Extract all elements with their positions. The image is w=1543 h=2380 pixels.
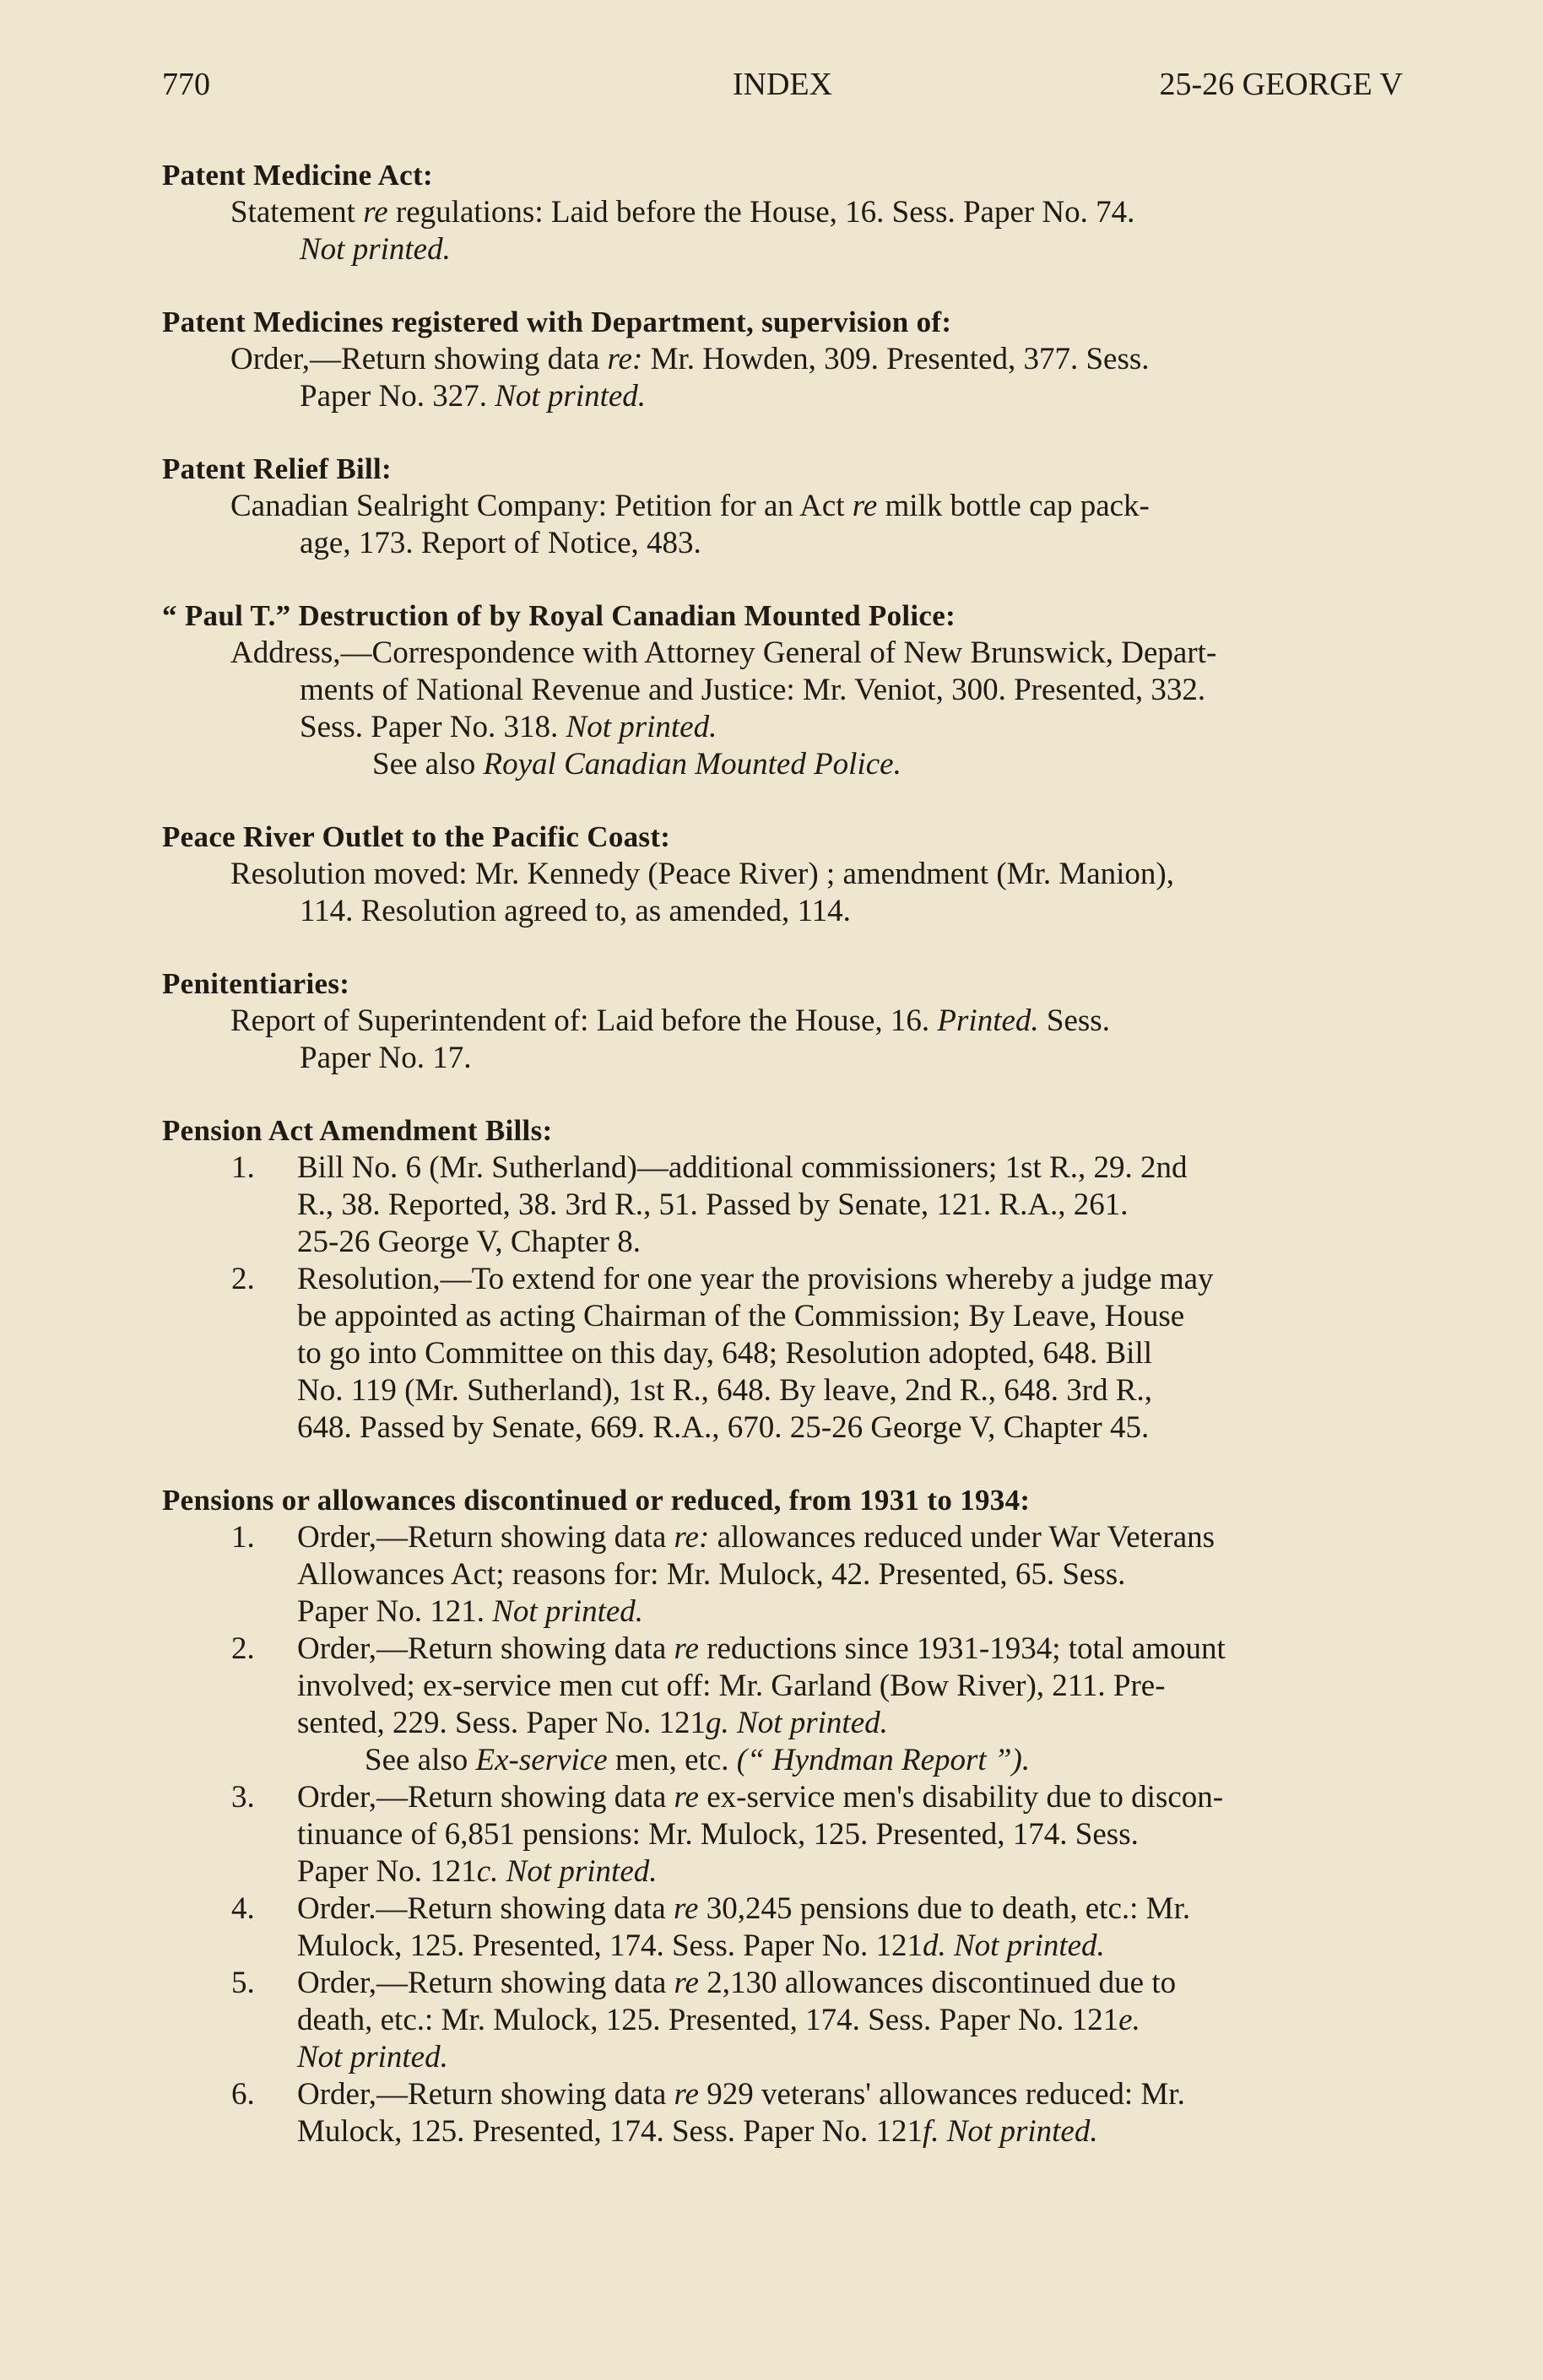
text-italic: Not printed.	[737, 1706, 888, 1740]
text: 2,130 allowances discontinued due to	[707, 1966, 1177, 2000]
text-italic: re	[674, 1631, 699, 1666]
item-number: 3.	[231, 1780, 255, 1815]
see-also-line	[230, 746, 1403, 783]
entry-line: Address,—Correspondence with Attorney General of New Brunswick, Depart-	[230, 636, 1217, 670]
item-line	[297, 2113, 1403, 2150]
entry-heading: “ Paul T.” Destruction of by Royal Canadian Mounted Police:	[162, 599, 956, 632]
item-line: be appointed as acting Chairman of the Commission; By Leave, House	[297, 1299, 1185, 1333]
index-entry	[162, 598, 1403, 783]
text: Order,—Return showing data	[297, 1520, 667, 1555]
text: Paper No. 121.	[297, 1594, 485, 1629]
index-entry	[162, 1482, 1403, 2150]
index-entry	[162, 157, 1403, 268]
entry-body	[162, 856, 1403, 930]
item-number: 1.	[231, 1150, 255, 1185]
text: Order,—Return showing data	[297, 1631, 667, 1666]
index-entry	[162, 1112, 1403, 1447]
text: death, etc.: Mr. Mulock, 125. Presented, 174. Sess. Paper No. 121	[297, 2003, 1119, 2037]
text: 929 veterans' allowances reduced: Mr.	[707, 2077, 1185, 2112]
item-line: 25-26 George V, Chapter 8.	[297, 1225, 641, 1259]
text: Sess. Paper No. 318.	[300, 710, 559, 744]
entry-heading: Patent Medicines registered with Department, supervision of:	[162, 306, 952, 338]
entry-line	[230, 378, 1403, 415]
numbered-item	[162, 2076, 1403, 2150]
text-italic: re	[852, 489, 878, 523]
text: Order.—Return showing data	[297, 1891, 666, 1926]
regnal-year: 25-26 GEORGE V	[1159, 67, 1403, 102]
see-also-line	[297, 1742, 1403, 1779]
text: See also	[365, 1743, 468, 1777]
item-line	[297, 1853, 1403, 1890]
index-entry	[162, 451, 1403, 562]
cross-reference: Royal Canadian Mounted Police.	[483, 747, 901, 782]
text: Order,—Return showing data	[230, 342, 600, 376]
numbered-item	[162, 1519, 1403, 1631]
cross-reference: Ex-service	[475, 1743, 608, 1777]
text-italic: Not printed.	[495, 379, 647, 414]
item-number: 1.	[231, 1520, 255, 1555]
item-line: No. 119 (Mr. Sutherland), 1st R., 648. By leave, 2nd R., 648. 3rd R.,	[297, 1373, 1152, 1408]
entry-line	[230, 194, 1403, 231]
page-title: INDEX	[732, 67, 833, 102]
text-italic: re:	[674, 1520, 710, 1555]
text-italic: d.	[922, 1928, 946, 1963]
text-italic: (“ Hyndman Report ”).	[736, 1743, 1031, 1777]
text: Order,—Return showing data	[297, 1780, 667, 1815]
text: Report of Superintendent of: Laid before the House, 16.	[230, 1003, 930, 1038]
item-line: Allowances Act; reasons for: Mr. Mulock, 42. Presented, 65. Sess.	[297, 1557, 1126, 1592]
text-italic: Not printed.	[297, 2040, 448, 2074]
text: men, etc.	[614, 1743, 729, 1777]
entry-line: age, 173. Report of Notice, 483.	[300, 526, 701, 560]
entry-line: ments of National Revenue and Justice: Mr. Veniot, 300. Presented, 332.	[300, 673, 1206, 707]
text-italic: Not printed.	[953, 1928, 1105, 1963]
numbered-item	[162, 1149, 1403, 1261]
item-line: 648. Passed by Senate, 669. R.A., 670. 25-26 George V, Chapter 45.	[297, 1410, 1150, 1445]
item-line	[297, 2002, 1403, 2039]
text: Mr. Howden, 309. Presented, 377. Sess.	[650, 342, 1150, 376]
entry-line: 114. Resolution agreed to, as amended, 114.	[300, 894, 851, 928]
text: See also	[372, 747, 476, 782]
entry-heading: Penitentiaries:	[162, 967, 350, 1000]
text-italic: f.	[922, 2114, 939, 2149]
text: Mulock, 125. Presented, 174. Sess. Paper No. 121	[297, 2114, 923, 2149]
item-line: tinuance of 6,851 pensions: Mr. Mulock, 125. Presented, 174. Sess.	[297, 1817, 1139, 1852]
item-line: involved; ex-service men cut off: Mr. Garland (Bow River), 211. Pre-	[297, 1669, 1166, 1703]
entry-body	[162, 488, 1403, 562]
text: 30,245 pensions due to death, etc.: Mr.	[706, 1891, 1191, 1926]
text-italic: Not printed.	[946, 2114, 1098, 2149]
page-number: 770	[162, 67, 210, 102]
text-italic: e.	[1118, 2003, 1140, 2037]
text: allowances reduced under War Veterans	[717, 1520, 1215, 1555]
index-content	[162, 157, 1403, 2186]
text: milk bottle cap pack-	[885, 489, 1150, 523]
text: Canadian Sealright Company: Petition for an Act	[230, 489, 845, 523]
entry-body	[162, 635, 1403, 783]
item-line	[297, 1705, 1403, 1742]
text: reductions since 1931-1934; total amount	[707, 1631, 1226, 1666]
item-line	[297, 2039, 1403, 2076]
numbered-item	[162, 1890, 1403, 1965]
item-line: Resolution,—To extend for one year the provisions whereby a judge may	[297, 1262, 1214, 1296]
numbered-item	[162, 1965, 1403, 2076]
text: Mulock, 125. Presented, 174. Sess. Paper No. 121	[297, 1928, 923, 1963]
entry-heading: Patent Medicine Act:	[162, 159, 433, 192]
entry-line	[230, 709, 1403, 746]
index-entry	[162, 966, 1403, 1077]
entry-body	[162, 341, 1403, 415]
item-number: 6.	[231, 2077, 255, 2112]
item-number: 4.	[231, 1891, 255, 1926]
numbered-item	[162, 1779, 1403, 1890]
item-line	[297, 1779, 1403, 1816]
text-italic: re	[674, 1966, 699, 2000]
text: Paper No. 121	[297, 1854, 477, 1889]
item-line: R., 38. Reported, 38. 3rd R., 51. Passed by Senate, 121. R.A., 261.	[297, 1187, 1129, 1222]
item-line	[297, 1593, 1403, 1631]
item-line	[297, 1928, 1403, 1965]
text: Order,—Return showing data	[297, 1966, 667, 2000]
entry-line	[230, 1003, 1403, 1040]
item-number: 2.	[231, 1262, 255, 1296]
index-entry	[162, 819, 1403, 930]
running-head	[162, 66, 1403, 105]
item-line	[297, 1631, 1403, 1668]
item-line	[297, 1890, 1403, 1928]
text-italic: Not printed.	[506, 1854, 658, 1889]
item-line	[297, 1965, 1403, 2002]
text-italic: re	[674, 1780, 699, 1815]
entry-line	[230, 341, 1403, 378]
numbered-item	[162, 1631, 1403, 1779]
text-italic: Not printed.	[566, 710, 717, 744]
text-italic: re	[674, 2077, 699, 2112]
text: Statement	[230, 195, 355, 230]
item-number: 5.	[231, 1966, 255, 2000]
item-line: to go into Committee on this day, 648; Resolution adopted, 648. Bill	[297, 1336, 1153, 1371]
entry-line: Paper No. 17.	[300, 1041, 472, 1075]
entry-line	[230, 231, 1403, 268]
entry-heading: Peace River Outlet to the Pacific Coast:	[162, 820, 671, 853]
text-italic: re:	[607, 342, 643, 376]
text-italic: c.	[476, 1854, 499, 1889]
entry-heading: Pension Act Amendment Bills:	[162, 1114, 553, 1147]
numbered-item	[162, 1261, 1403, 1447]
entry-heading: Patent Relief Bill:	[162, 452, 393, 485]
text-italic: g.	[706, 1706, 729, 1740]
text-italic: Not printed.	[300, 232, 451, 267]
text-italic: Not printed.	[492, 1594, 644, 1629]
text: Sess.	[1046, 1003, 1110, 1038]
item-number: 2.	[231, 1631, 255, 1666]
entry-line	[230, 488, 1403, 525]
text-italic: re	[673, 1891, 699, 1926]
entry-body	[162, 1003, 1403, 1077]
entry-body	[162, 194, 1403, 268]
entry-line: Resolution moved: Mr. Kennedy (Peace River) ; amendment (Mr. Manion),	[230, 857, 1174, 891]
text: regulations: Laid before the House, 16. Sess. Paper No. 74.	[395, 195, 1135, 230]
text: ex-service men's disability due to discon-	[707, 1780, 1224, 1815]
text: sented, 229. Sess. Paper No. 121	[297, 1706, 707, 1740]
text-italic: Printed.	[937, 1003, 1039, 1038]
item-line	[297, 2076, 1403, 2113]
index-entry	[162, 304, 1403, 415]
item-line: Bill No. 6 (Mr. Sutherland)—additional commissioners; 1st R., 29. 2nd	[297, 1150, 1188, 1185]
item-line	[297, 1519, 1403, 1556]
text: Order,—Return showing data	[297, 2077, 667, 2112]
text: Paper No. 327.	[300, 379, 487, 414]
entry-heading: Pensions or allowances discontinued or reduced, from 1931 to 1934:	[162, 1484, 1031, 1517]
text-italic: re	[363, 195, 388, 230]
